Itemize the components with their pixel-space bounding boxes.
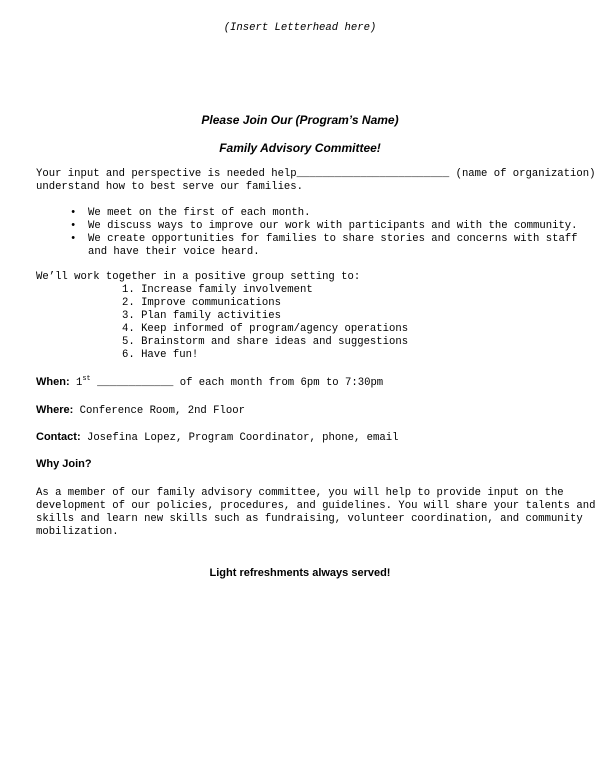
bullet-icon: • [70, 220, 77, 232]
page-subtitle: Family Advisory Committee! [219, 141, 381, 155]
when-label: When: [36, 376, 70, 388]
bullet-text: We discuss ways to improve our work with participants and with the community. [88, 220, 578, 232]
goal-item: 6. Have fun! [122, 349, 199, 361]
intro-paragraph [36, 168, 596, 194]
intro-line: Your input and perspective is needed help________________________ (name of organization) [36, 168, 596, 180]
goal-item: 3. Plan family activities [122, 310, 281, 322]
together-intro: We’ll work together in a positive group setting to: [36, 271, 361, 283]
bullet-icon: • [70, 207, 77, 219]
goals-list [122, 284, 408, 362]
when-day: 1 [69, 377, 83, 389]
when-value: ____________ of each month from 6pm to 7:30pm [90, 377, 384, 389]
bullet-text: We create opportunities for families to share stories and concerns with staff and have their voice heard. [88, 233, 578, 258]
bullet-item [70, 233, 580, 259]
intro-line: understand how to best serve our families. [36, 181, 304, 193]
where-row [36, 404, 245, 418]
bullet-item [70, 220, 580, 233]
why-join-heading: Why Join? [36, 458, 92, 470]
goal-item: 5. Brainstorm and share ideas and suggestions [122, 336, 409, 348]
bullet-text: We meet on the first of each month. [88, 207, 311, 219]
meeting-bullet-list [70, 207, 580, 259]
goal-item: 2. Improve communications [122, 297, 281, 309]
bullet-icon: • [70, 233, 77, 245]
when-day-suffix: st [82, 375, 91, 383]
where-value: Conference Room, 2nd Floor [73, 405, 245, 417]
goal-item: 4. Keep informed of program/agency operations [122, 323, 409, 335]
goal-item: 1. Increase family involvement [122, 284, 313, 296]
where-label: Where: [36, 404, 74, 416]
refreshments-note: Light refreshments always served! [209, 567, 391, 579]
letterhead-placeholder: (Insert Letterhead here) [223, 22, 377, 34]
member-line: As a member of our family advisory committee, you will help to provide input on the [36, 487, 564, 499]
page-title: Please Join Our (Program’s Name) [201, 113, 399, 127]
contact-row [36, 431, 398, 445]
member-line: skills and learn new skills such as fundraising, volunteer coordination, and community [36, 513, 583, 525]
contact-label: Contact: [36, 431, 81, 443]
when-row [36, 376, 383, 390]
member-line: mobilization. [36, 526, 119, 538]
member-line: development of our policies, procedures, and guidelines. You will share your talents and [36, 500, 596, 512]
member-paragraph [36, 487, 596, 539]
contact-value: Josefina Lopez, Program Coordinator, phone, email [80, 432, 399, 444]
bullet-item [70, 207, 580, 220]
